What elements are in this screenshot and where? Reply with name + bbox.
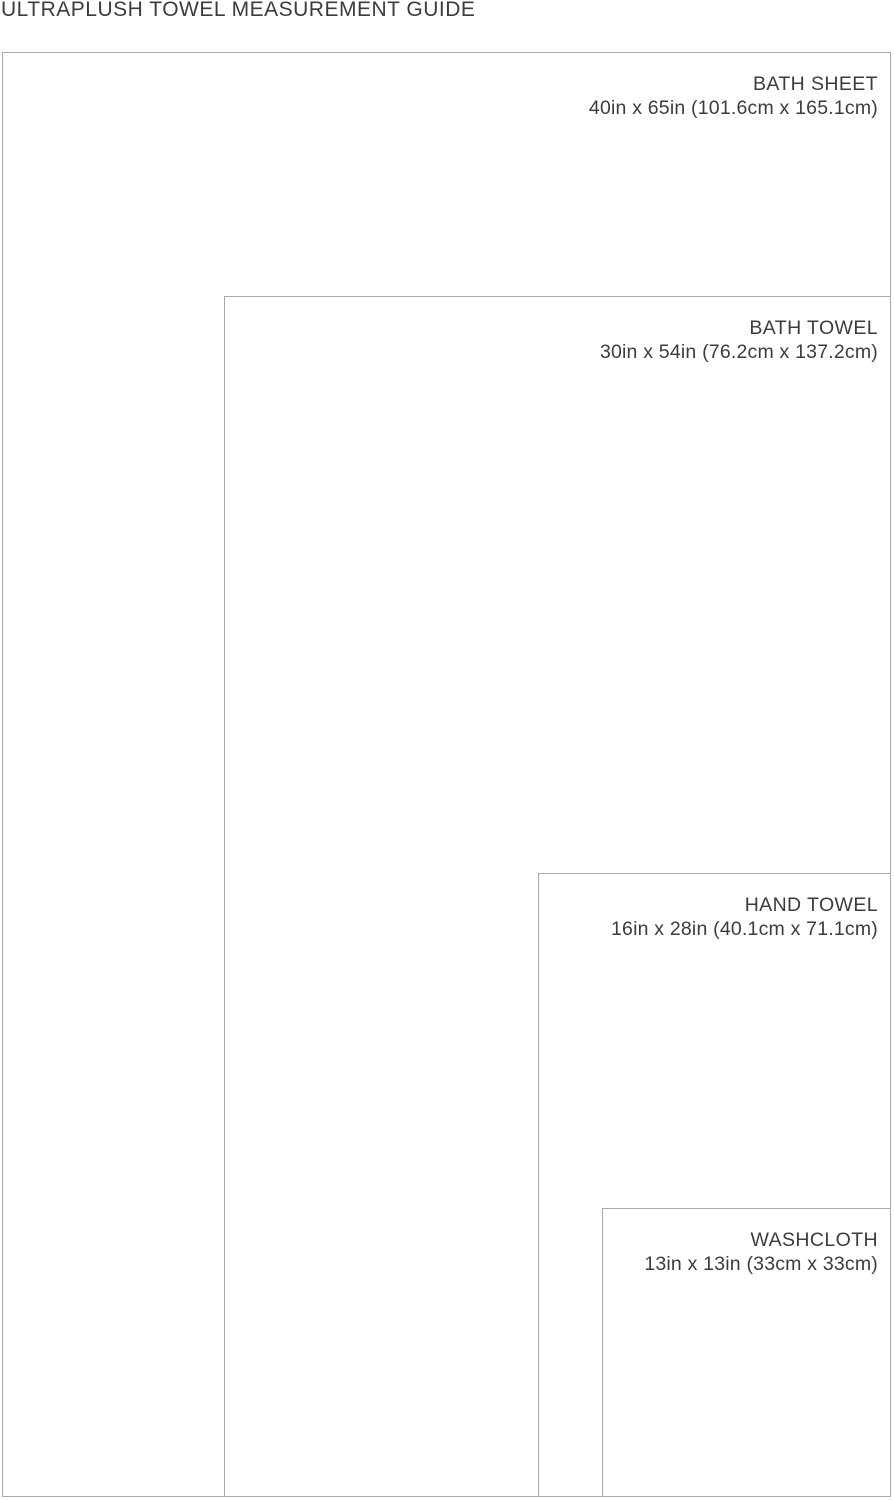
washcloth-label [644, 1228, 878, 1276]
washcloth-outline [602, 1208, 891, 1497]
towel-dimensions: 13in x 13in (33cm x 33cm) [644, 1253, 878, 1275]
bath-sheet-label [589, 72, 878, 120]
page-title: ULTRAPLUSH TOWEL MEASUREMENT GUIDE [1, 0, 476, 21]
towel-name: WASHCLOTH [750, 1229, 878, 1251]
towel-name: HAND TOWEL [744, 894, 878, 916]
towel-dimensions: 40in x 65in (101.6cm x 165.1cm) [588, 97, 878, 119]
bath-towel-label [600, 316, 878, 364]
towel-dimensions: 30in x 54in (76.2cm x 137.2cm) [599, 341, 878, 363]
towel-name: BATH TOWEL [749, 317, 878, 339]
hand-towel-label [611, 893, 878, 941]
towel-name: BATH SHEET [753, 73, 878, 95]
towel-dimensions: 16in x 28in (40.1cm x 71.1cm) [610, 918, 878, 940]
